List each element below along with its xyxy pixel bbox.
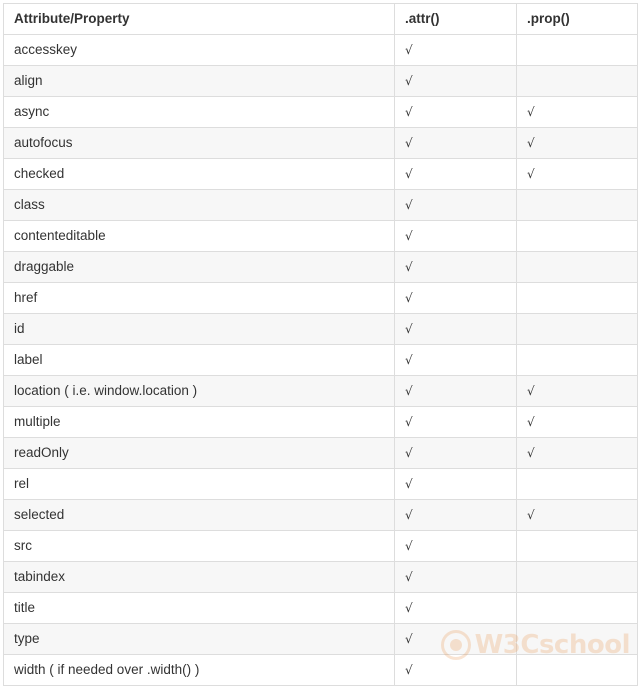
cell-prop-support xyxy=(517,221,638,252)
cell-attr-support: √ xyxy=(395,531,517,562)
table-row xyxy=(4,593,638,624)
cell-attr-support: √ xyxy=(395,221,517,252)
table-row xyxy=(4,159,638,190)
cell-attribute-name: async xyxy=(4,97,395,128)
cell-attribute-name: multiple xyxy=(4,407,395,438)
cell-attribute-name: id xyxy=(4,314,395,345)
cell-attribute-name: location ( i.e. window.location ) xyxy=(4,376,395,407)
cell-prop-support xyxy=(517,252,638,283)
cell-attr-support: √ xyxy=(395,469,517,500)
cell-attr-support: √ xyxy=(395,438,517,469)
table-row xyxy=(4,624,638,655)
cell-attribute-name: href xyxy=(4,283,395,314)
cell-prop-support xyxy=(517,35,638,66)
table-row xyxy=(4,190,638,221)
cell-attribute-name: tabindex xyxy=(4,562,395,593)
cell-attr-support: √ xyxy=(395,66,517,97)
cell-prop-support xyxy=(517,283,638,314)
cell-attr-support: √ xyxy=(395,624,517,655)
cell-attr-support: √ xyxy=(395,97,517,128)
cell-attr-support: √ xyxy=(395,376,517,407)
cell-prop-support: √ xyxy=(517,97,638,128)
cell-prop-support xyxy=(517,66,638,97)
watermark-text: W3Cschool xyxy=(474,630,630,660)
cell-attribute-name: selected xyxy=(4,500,395,531)
cell-attr-support: √ xyxy=(395,314,517,345)
cell-attr-support: √ xyxy=(395,593,517,624)
table-row xyxy=(4,562,638,593)
cell-prop-support: √ xyxy=(517,128,638,159)
comparison-table-container xyxy=(3,3,637,686)
cell-prop-support: √ xyxy=(517,438,638,469)
table-row xyxy=(4,128,638,159)
cell-attr-support: √ xyxy=(395,35,517,66)
cell-attr-support: √ xyxy=(395,128,517,159)
cell-attribute-name: type xyxy=(4,624,395,655)
header-attr: .attr() xyxy=(395,4,517,35)
cell-prop-support xyxy=(517,655,638,686)
cell-attr-support: √ xyxy=(395,190,517,221)
cell-prop-support: √ xyxy=(517,376,638,407)
cell-attr-support: √ xyxy=(395,562,517,593)
table-row xyxy=(4,283,638,314)
cell-prop-support xyxy=(517,593,638,624)
table-row xyxy=(4,35,638,66)
cell-prop-support: √ xyxy=(517,407,638,438)
cell-attr-support: √ xyxy=(395,345,517,376)
cell-attr-support: √ xyxy=(395,500,517,531)
cell-attribute-name: autofocus xyxy=(4,128,395,159)
table-row xyxy=(4,314,638,345)
cell-attribute-name: align xyxy=(4,66,395,97)
table-row xyxy=(4,345,638,376)
cell-attribute-name: draggable xyxy=(4,252,395,283)
cell-prop-support xyxy=(517,314,638,345)
table-row xyxy=(4,531,638,562)
table-row xyxy=(4,655,638,686)
cell-attr-support: √ xyxy=(395,407,517,438)
cell-attribute-name: readOnly xyxy=(4,438,395,469)
table-row xyxy=(4,376,638,407)
table-row xyxy=(4,66,638,97)
cell-attr-support: √ xyxy=(395,159,517,190)
table-header-row xyxy=(4,4,638,35)
table-row xyxy=(4,500,638,531)
table-row xyxy=(4,438,638,469)
table-row xyxy=(4,252,638,283)
cell-prop-support xyxy=(517,624,638,655)
cell-prop-support xyxy=(517,345,638,376)
cell-attribute-name: checked xyxy=(4,159,395,190)
cell-attribute-name: contenteditable xyxy=(4,221,395,252)
cell-prop-support: √ xyxy=(517,500,638,531)
attr-prop-comparison-table xyxy=(3,3,638,686)
cell-attribute-name: accesskey xyxy=(4,35,395,66)
cell-prop-support xyxy=(517,469,638,500)
cell-prop-support xyxy=(517,190,638,221)
cell-attribute-name: class xyxy=(4,190,395,221)
cell-attribute-name: rel xyxy=(4,469,395,500)
cell-attr-support: √ xyxy=(395,252,517,283)
header-prop: .prop() xyxy=(517,4,638,35)
table-row xyxy=(4,221,638,252)
cell-prop-support xyxy=(517,531,638,562)
cell-attr-support: √ xyxy=(395,655,517,686)
table-body xyxy=(4,35,638,686)
cell-attribute-name: src xyxy=(4,531,395,562)
cell-attr-support: √ xyxy=(395,283,517,314)
cell-attribute-name: width ( if needed over .width() ) xyxy=(4,655,395,686)
table-row xyxy=(4,469,638,500)
cell-attribute-name: title xyxy=(4,593,395,624)
cell-prop-support xyxy=(517,562,638,593)
header-attribute-property: Attribute/Property xyxy=(4,4,395,35)
table-row xyxy=(4,407,638,438)
table-row xyxy=(4,97,638,128)
cell-attribute-name: label xyxy=(4,345,395,376)
cell-prop-support: √ xyxy=(517,159,638,190)
